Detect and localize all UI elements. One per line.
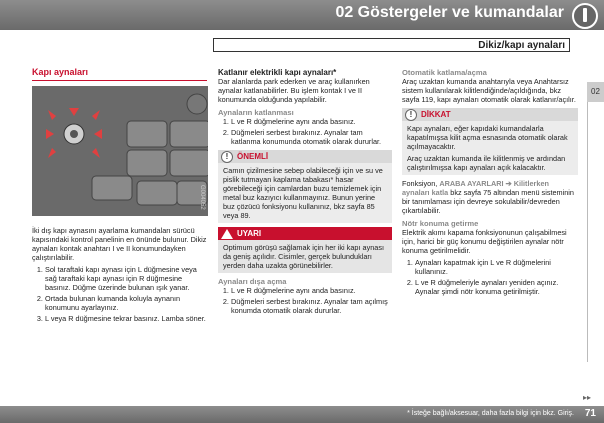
important-body: Camın çizilmesine sebep olabileceği için ve su ve pislik tutmayan kaplama tabakası* hasar görebileceği için camlardan buzu temizlemek için metal buz kazıyıcı kullanmayınız. Bunun yerine buz çözücü fonksiyonu kullanınız, bkz sayfa 85 veya 89. <box>223 166 383 220</box>
attention-notice <box>402 108 578 175</box>
exclamation-icon: ! <box>221 151 233 163</box>
attention-paragraph: Kapı aynaları, eğer kapıdaki kumandalarla kapatılmışsa kilit açma esnasında otomatik olarak açılmayacaktır. <box>407 124 568 151</box>
footer-note: * İsteğe bağlı/aksesuar, daha fazla bilgi için bkz. Giriş. <box>407 410 574 417</box>
column-3 <box>402 68 578 298</box>
subheading-auto-fold: Otomatik katlama/açma <box>402 68 487 77</box>
unfold-steps <box>218 286 392 315</box>
brand-logo-icon <box>572 3 598 29</box>
section-heading-door-mirrors: Kapı aynaları <box>32 67 89 77</box>
warning-body: Optimum görüşü sağlamak için her iki kapı aynası da geniş açılıdır. Cisimler, gerçek bulundukları yerden daha uzakta görünebilirler. <box>218 240 392 273</box>
continue-arrows-icon: ▸▸ <box>582 393 591 402</box>
folding-intro: Dar alanlarda park ederken ve araç kullanırken aynalar katlanabilirler. Bu işlem kontak I ve II konumunda olduğunda yapılabilir. <box>218 77 370 104</box>
subheading-fold: Aynaların katlanması <box>218 108 294 117</box>
list-item: 1. L ve R düğmelerine aynı anda basınız. <box>231 117 392 126</box>
column-1-text <box>32 226 208 325</box>
list-item: 3. L veya R düğmesine tekrar basınız. Lamba söner. <box>45 314 208 323</box>
column-2 <box>218 68 392 317</box>
intro-paragraph: İki dış kapı aynasını ayarlama kumandaları sürücü kapısındaki kontrol panelinin en önünde bulunur. Dikiz aynaları kontak anahtarı I ve II konumundayken çalıştırılabilir. <box>32 226 207 262</box>
list-item: 1. L ve R düğmelerine aynı anda basınız. <box>231 286 392 295</box>
heading-folding-mirrors: Katlanır elektrikli kapı aynaları* <box>218 68 337 77</box>
warning-notice <box>218 227 392 273</box>
function-paragraph: Fonksiyon, ARABA AYARLARI ➔ Kilitlerken aynaları katla bkz sayfa 75 altından menü sisteminin bir tanımlaması için devreye sokulabilir/devreden çıkartılabilir. <box>402 179 574 215</box>
chapter-header-bar <box>0 0 604 30</box>
list-item: 1. Sol taraftaki kapı aynası için L düğmesine veya sağ taraftaki kapı aynası için R düğmesine basınız. Düğme üzerinde bulunan ışık yanar. <box>45 265 208 292</box>
page-number: 71 <box>584 408 596 419</box>
fold-steps <box>218 117 392 146</box>
attention-paragraph: Araç uzaktan kumanda ile kilitlenmiş ve ardından çalıştırılmışsa kapı aynaları açık kalacaktır. <box>407 154 566 172</box>
list-item: 2. Düğmeleri serbest bırakınız. Aynalar tam katlanma konumunda otomatik olarak dururlar. <box>231 128 392 146</box>
exclamation-icon: ! <box>405 109 417 121</box>
neutral-paragraph: Elektrik akımı kapama fonksiyonunun çalışabilmesi için, harici bir güç konumu değiştirilen aynalar nötr konuma getirilmelidir. <box>402 228 567 255</box>
menu-path-link[interactable]: ARABA AYARLARI ➔ Kilitlerken aynaları katla <box>402 179 549 197</box>
heading-rule <box>32 80 207 81</box>
section-title: Dikiz/kapı aynaları <box>213 38 570 52</box>
subheading-neutral: Nötr konuma getirme <box>402 219 479 228</box>
subheading-unfold: Aynaları dışa açma <box>218 277 287 286</box>
adjust-steps <box>32 265 208 323</box>
chapter-title: 02 Göstergeler ve kumandalar <box>335 4 564 21</box>
list-item: 2. L ve R düğmeleriyle aynaları yeniden açınız. Aynalar şimdi nötr konuma getirilmiştir. <box>415 278 578 296</box>
list-item: 2. Düğmeleri serbest bırakınız. Aynalar tam açılmış konumda otomatik olarak dururlar. <box>231 297 392 315</box>
mirror-control-illustration <box>32 86 208 216</box>
important-notice <box>218 150 392 223</box>
chapter-side-tab: 02 <box>587 82 604 102</box>
footer-bar <box>0 406 604 423</box>
warning-triangle-icon <box>221 229 233 239</box>
side-divider <box>587 102 604 362</box>
attention-title: DİKKAT <box>421 110 451 119</box>
list-item: 1. Aynaları kapatmak için L ve R düğmelerini kullanınız. <box>415 258 578 276</box>
list-item: 2. Ortada bulunan kumanda koluyla aynanın konumunu ayarlayınız. <box>45 294 208 312</box>
neutral-steps <box>402 258 578 296</box>
figure-code: G004052 <box>199 185 205 210</box>
column-1 <box>32 68 208 79</box>
important-title: ÖNEMLİ <box>237 152 269 161</box>
warning-title: UYARI <box>237 229 262 238</box>
mirror-control-photo <box>32 86 208 216</box>
auto-fold-paragraph: Araç uzaktan kumanda anahtarıyla veya Anahtarsız sistem kullanılarak kilitlendiğinde/açıldığında, bkz sayfa 119, kapı aynaları otomatik olarak katlanır/açılır. <box>402 77 576 104</box>
